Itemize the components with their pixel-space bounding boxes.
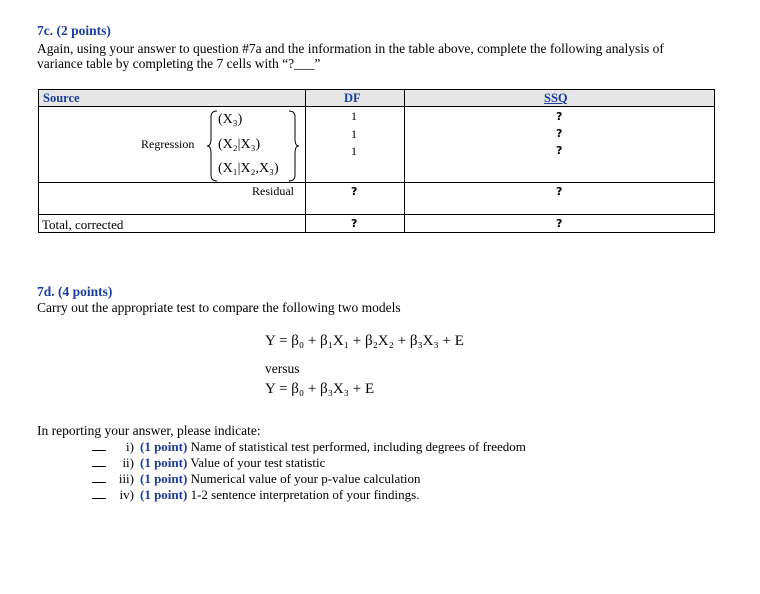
answer-blank[interactable] bbox=[92, 482, 106, 483]
reduced-model-equation: Y = β₀ + β₃X₃ + E bbox=[265, 381, 375, 397]
df-value-3: 1 bbox=[351, 144, 357, 158]
answer-blank[interactable] bbox=[92, 450, 106, 451]
df-value-2: 1 bbox=[351, 127, 357, 141]
list-item: i) (1 point) Name of statistical test performed, including degrees of freedom bbox=[92, 439, 526, 455]
q7c-line1: Again, using your answer to question #7a and the information in the table above, complete the following analysis of bbox=[37, 41, 664, 56]
q7c-line2: variance table by completing the 7 cells with “?___” bbox=[37, 56, 321, 71]
total-label: Total, corrected bbox=[42, 217, 124, 232]
table-header-bg bbox=[38, 90, 714, 106]
term-x2-given-x3: (X₂|X₃) bbox=[218, 137, 261, 152]
versus-label: versus bbox=[265, 361, 300, 376]
q7d-heading: 7d. (4 points) bbox=[37, 284, 113, 299]
q7c-heading: 7c. (2 points) bbox=[37, 23, 111, 38]
total-ssq: ? bbox=[556, 217, 563, 230]
report-intro: In reporting your answer, please indicate: bbox=[37, 423, 261, 438]
total-df: ? bbox=[351, 217, 358, 230]
q7d-line1: Carry out the appropriate test to compare the following two models bbox=[37, 300, 401, 315]
list-item: ii) (1 point) Value of your test statistic bbox=[92, 455, 325, 471]
residual-ssq: ? bbox=[556, 185, 563, 198]
header-ssq: SSQ bbox=[544, 91, 568, 105]
answer-blank[interactable] bbox=[92, 498, 106, 499]
header-df: DF bbox=[344, 91, 361, 105]
term-x1-given-x2-x3: (X₁|X₂,X₃) bbox=[218, 161, 279, 176]
residual-df: ? bbox=[351, 185, 358, 198]
ssq-value-1: ? bbox=[556, 110, 563, 123]
list-item: iv) (1 point) 1-2 sentence interpretation of your findings. bbox=[92, 487, 419, 503]
residual-label: Residual bbox=[252, 184, 294, 198]
right-brace-icon bbox=[287, 109, 299, 183]
regression-label: Regression bbox=[141, 137, 195, 151]
df-value-1: 1 bbox=[351, 109, 357, 123]
ssq-value-2: ? bbox=[556, 127, 563, 140]
header-source: Source bbox=[43, 91, 80, 105]
ssq-value-3: ? bbox=[556, 144, 563, 157]
answer-blank[interactable] bbox=[92, 466, 106, 467]
full-model-equation: Y = β₀ + β₁X₁ + β₂X₂ + β₃X₃ + E bbox=[265, 333, 464, 349]
list-item: iii) (1 point) Numerical value of your p-value calculation bbox=[92, 471, 421, 487]
term-x3: (X₃) bbox=[218, 112, 243, 127]
